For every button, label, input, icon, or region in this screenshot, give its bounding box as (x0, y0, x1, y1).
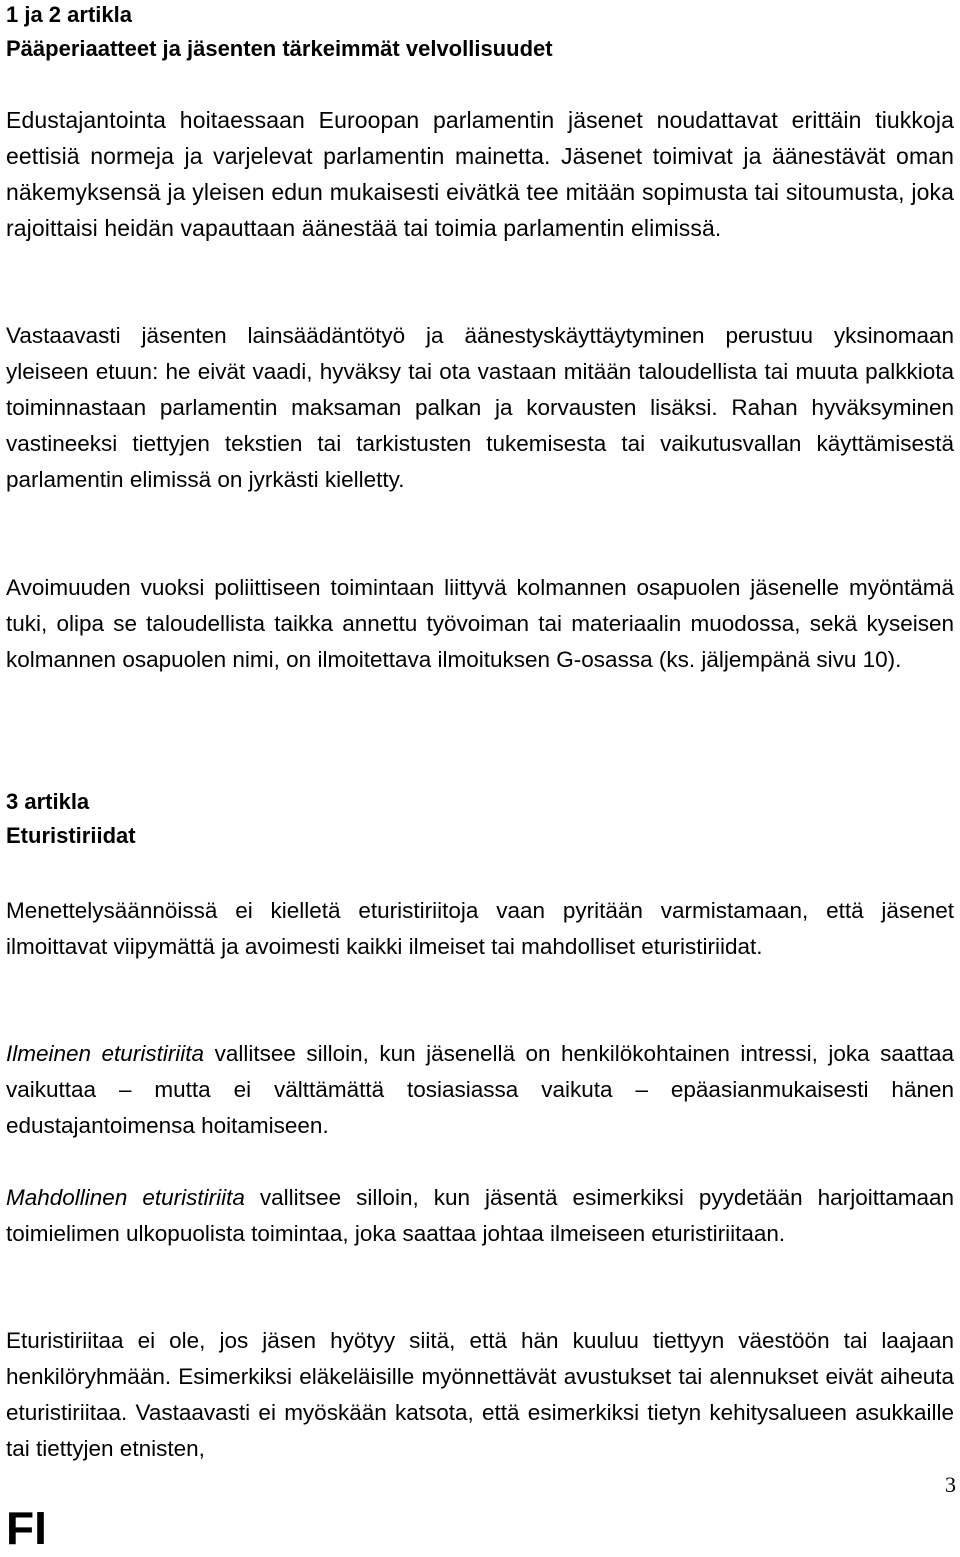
paragraph (6, 1036, 954, 1144)
paragraph: Avoimuuden vuoksi poliittiseen toimintaan liittyvä kolmannen osapuolen jäsenelle myöntämä tuki, olipa se taloudellista taikka annettu työvoiman tai materiaalin muodossa, sekä kyseisen kolmannen osapuolen nimi, on ilmoitettava ilmoituksen G-osassa (ks. jäljempänä sivu 10). (6, 575, 954, 672)
language-code: FI (6, 1502, 47, 1554)
paragraph-text: vallitsee silloin, kun jäsentä esimerkiksi pyydetään harjoittamaan toimielimen ulkopuolista toimintaa, joka saattaa johtaa ilmeiseen eturistiriitaan. (6, 1185, 954, 1246)
article-title-heading: Eturistiriidat (6, 823, 136, 848)
page-number: 3 (945, 1472, 956, 1497)
defined-term: Mahdollinen eturistiriita (6, 1185, 245, 1210)
paragraph: Menettelysäännöissä ei kielletä eturistiriitoja vaan pyritään varmistamaan, että jäsenet ilmoittavat viipymättä ja avoimesti kaikki ilmeiset tai mahdolliset eturistiriidat. (6, 898, 954, 959)
defined-term: Ilmeinen eturistiriita (6, 1041, 205, 1066)
article-title-heading: Pääperiaatteet ja jäsenten tärkeimmät velvollisuudet (6, 36, 553, 61)
article-number-heading: 1 ja 2 artikla (6, 2, 132, 27)
paragraph-text: vallitsee silloin, kun jäsenellä on henkilökohtainen intressi, joka saattaa vaikuttaa – mutta ei välttämättä tosiasiassa vaikuta – epäasianmukaisesti hänen edustajantoimensa hoitamiseen. (6, 1041, 954, 1138)
section-heading-article-3 (6, 785, 136, 853)
paragraph: Vastaavasti jäsenten lainsäädäntötyö ja äänestyskäyttäytyminen perustuu yksinomaan yleiseen etuun: he eivät vaadi, hyväksy tai ota vastaan mitään taloudellista tai muuta palkkiota toiminnastaan parlamentin maksaman palkan ja korvausten lisäksi. Rahan hyväksyminen vastineeksi tiettyjen tekstien tai tarkistusten tukemisesta tai vaikutusvallan käyttämisestä parlamentin elimissä on jyrkästi kielletty. (6, 323, 954, 492)
section-heading-articles-1-2 (6, 0, 553, 66)
paragraph (6, 1180, 954, 1252)
article-number-heading: 3 artikla (6, 789, 90, 814)
paragraph: Eturistiriitaa ei ole, jos jäsen hyötyy siitä, että hän kuuluu tiettyyn väestöön tai laajaan henkilöryhmään. Esimerkiksi eläkeläisille myönnettävät avustukset tai alennukset eivät aiheuta eturistiriitaa. Vastaavasti ei myöskään katsota, että esimerkiksi tietyn kehitysalueen asukkaille tai tiettyjen etnisten, (6, 1328, 954, 1461)
paragraph: Edustajantointa hoitaessaan Euroopan parlamentin jäsenet noudattavat erittäin tiukkoja eettisiä normeja ja varjelevat parlamentin mainetta. Jäsenet toimivat ja äänestävät oman näkemyksensä ja yleisen edun mukaisesti eivätkä tee mitään sopimusta tai sitoumusta, joka rajoittaisi heidän vapauttaan äänestää tai toimia parlamentin elimissä. (6, 107, 954, 241)
